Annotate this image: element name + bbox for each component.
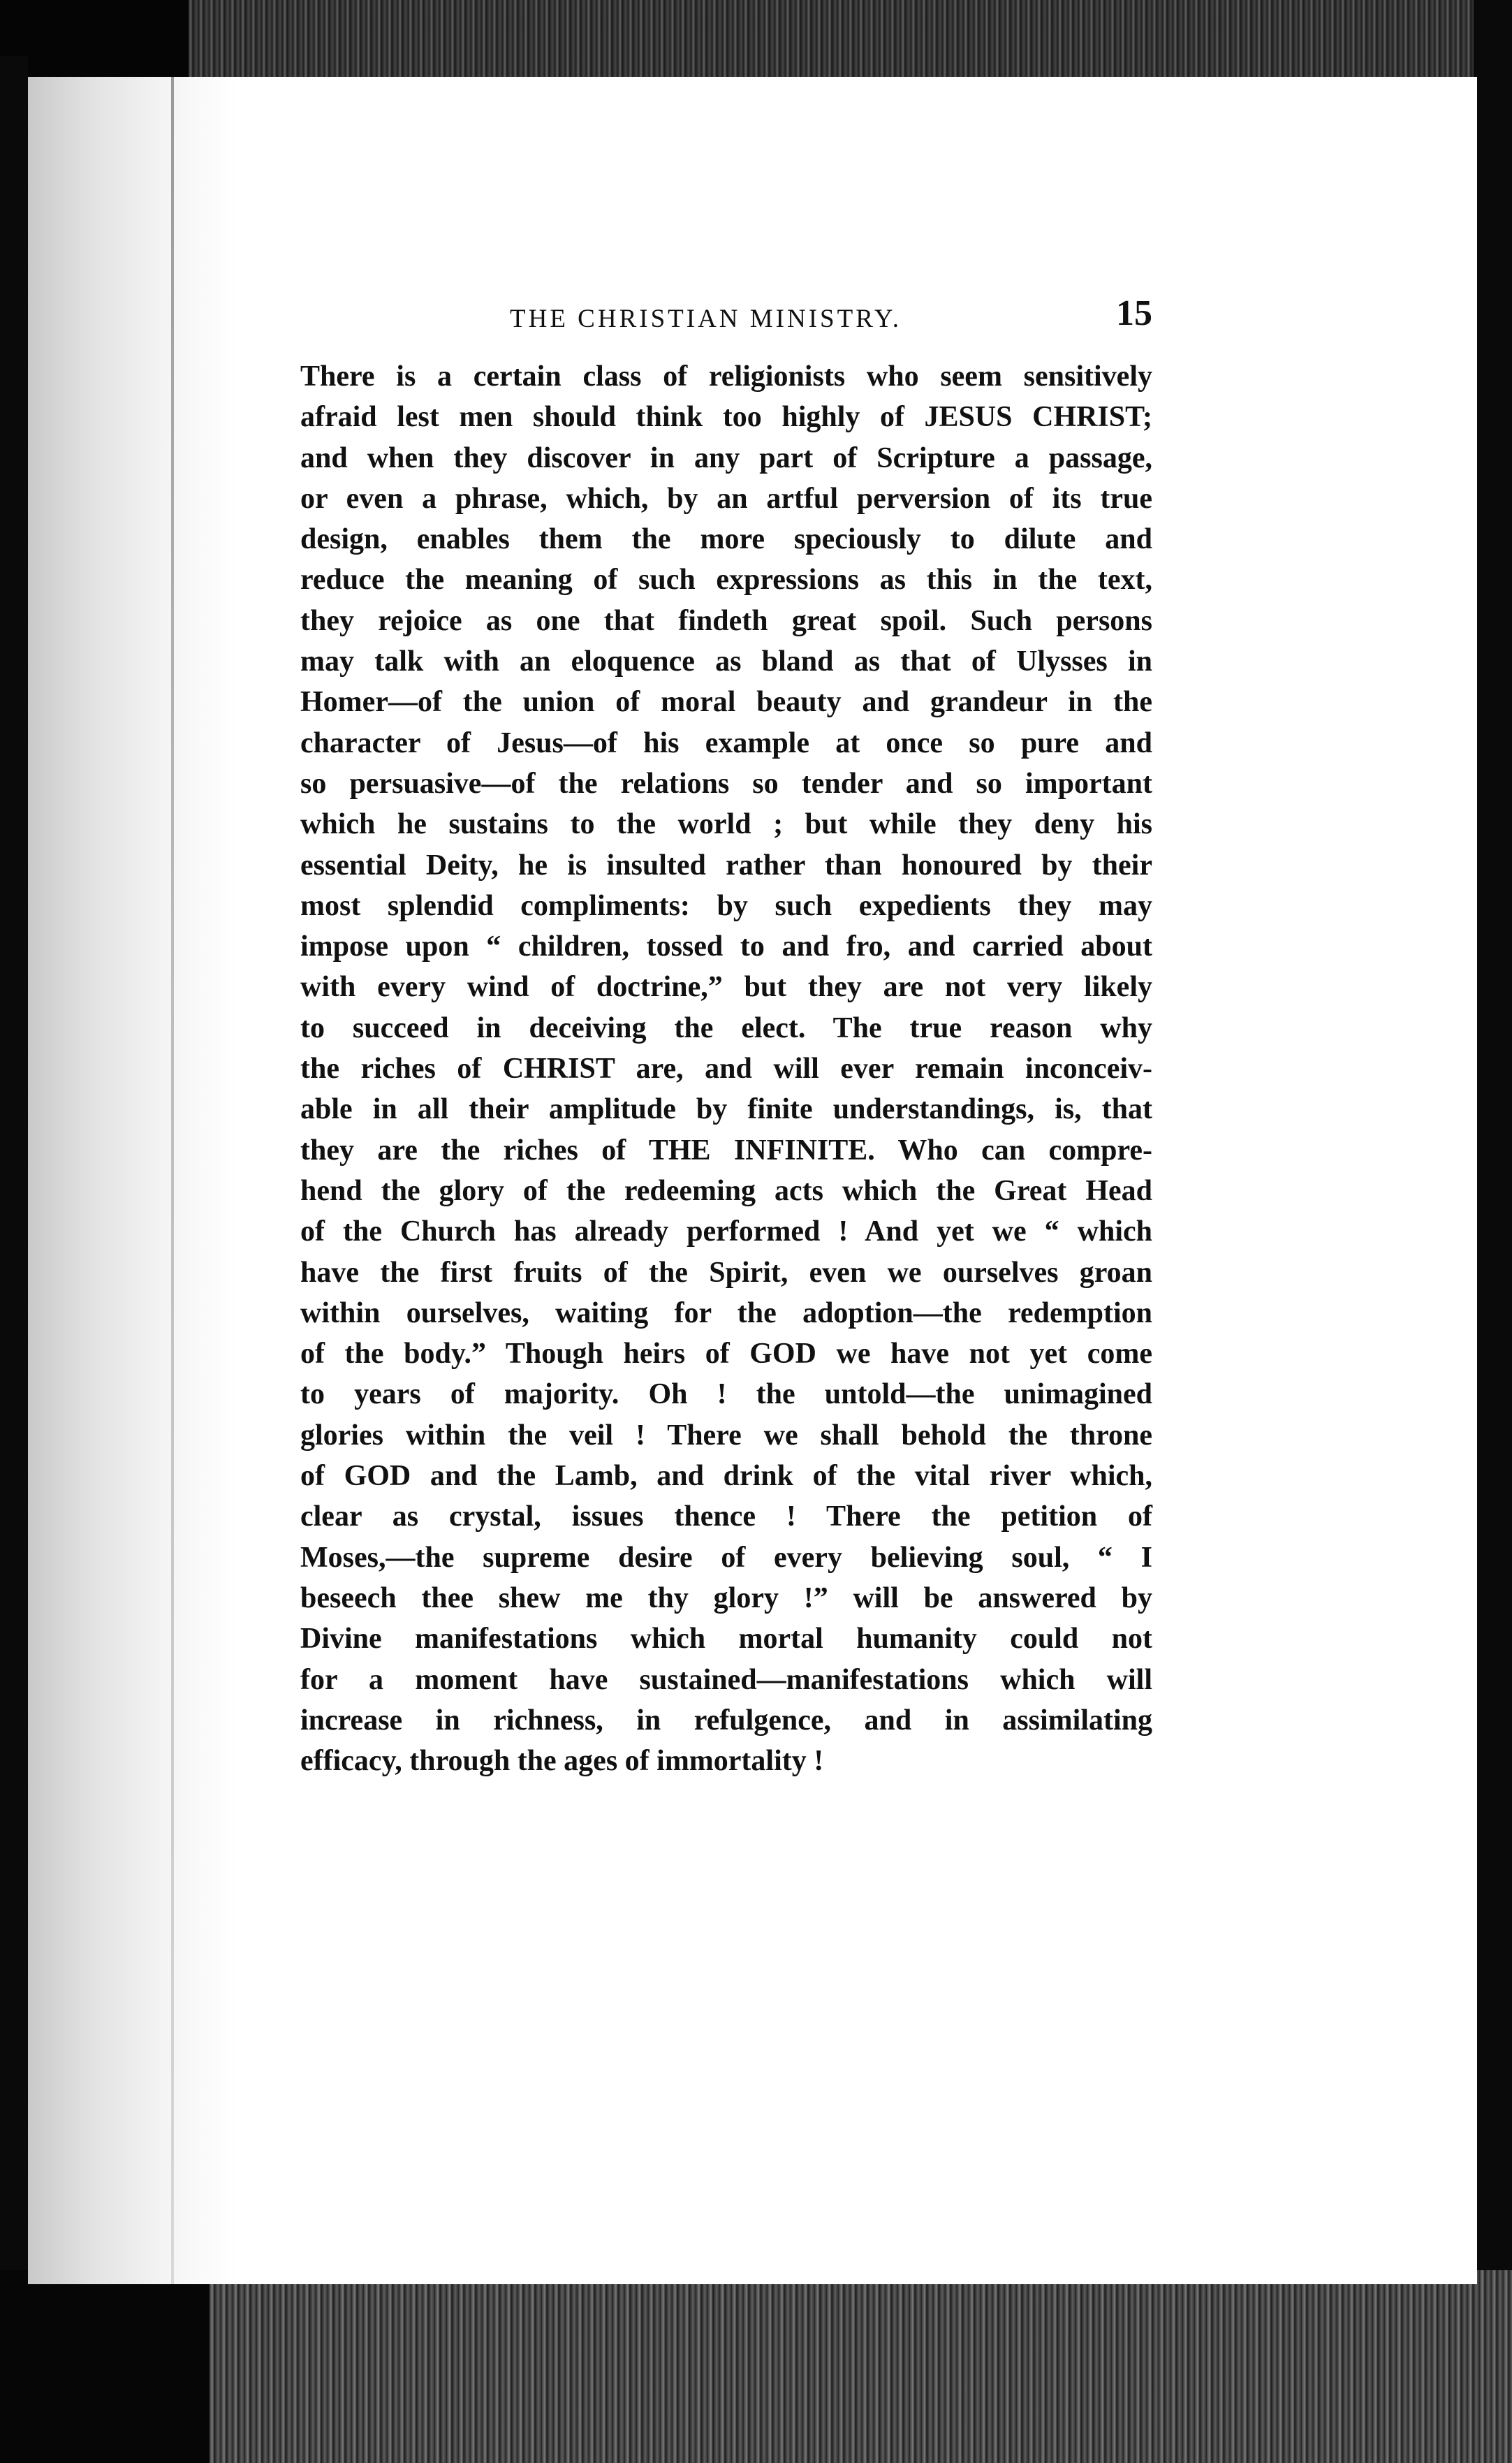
text-line: they rejoice as one that findeth great spoil. Such persons xyxy=(300,604,1152,637)
text-line: afraid lest men should think too highly of JESUS CHRIST; xyxy=(300,401,1152,434)
scan-border-top-left xyxy=(0,0,203,84)
text-line: reduce the meaning of such expressions as this in the text, xyxy=(300,564,1152,597)
text-line: they are the riches of THE INFINITE. Who can compre- xyxy=(300,1134,1152,1167)
text-line: the riches of CHRIST are, and will ever remain inconceiv- xyxy=(300,1053,1152,1086)
text-line: so persuasive—of the relations so tender and so important xyxy=(300,767,1152,800)
page-header xyxy=(300,290,1152,346)
text-line: Moses,—the supreme desire of every believing soul, “ I xyxy=(300,1541,1152,1574)
text-line: have the first fruits of the Spirit, even we ourselves groan xyxy=(300,1256,1152,1289)
text-line: of the Church has already performed ! And yet we “ which xyxy=(300,1215,1152,1248)
text-line: which he sustains to the world ; but while they deny his xyxy=(300,808,1152,841)
text-line: most splendid compliments: by such expedients they may xyxy=(300,889,1152,922)
text-line: to years of majority. Oh ! the untold—the unimagined xyxy=(300,1378,1152,1411)
text-line: efficacy, through the ages of immortality ! xyxy=(300,1745,824,1778)
gutter-shadow xyxy=(28,77,237,2284)
text-line: with every wind of doctrine,” but they are not very likely xyxy=(300,971,1152,1004)
scan-border-left xyxy=(0,56,28,2291)
text-line: beseech thee shew me thy glory !” will be answered by xyxy=(300,1581,1152,1614)
body-paragraph xyxy=(300,356,1152,1781)
page-number: 15 xyxy=(1116,293,1152,333)
text-line: impose upon “ children, tossed to and fro, and carried about xyxy=(300,930,1152,963)
text-line: Homer—of the union of moral beauty and grandeur in the xyxy=(300,686,1152,719)
scan-border-bottom xyxy=(210,2270,1512,2463)
scan-border-bottom-left xyxy=(0,2270,216,2463)
text-line: of GOD and the Lamb, and drink of the vital river which, xyxy=(300,1460,1152,1493)
text-line: Divine manifestations which mortal humanity could not xyxy=(300,1623,1152,1656)
text-line: essential Deity, he is insulted rather than honoured by their xyxy=(300,849,1152,882)
scan-border-right xyxy=(1474,0,1512,2463)
scan-border-top xyxy=(189,0,1512,84)
gutter-fold-line xyxy=(171,77,174,2284)
text-line: for a moment have sustained—manifestations which will xyxy=(300,1663,1152,1696)
text-line: within ourselves, waiting for the adoption—the redemption xyxy=(300,1296,1152,1329)
text-line: of the body.” Though heirs of GOD we have not yet come xyxy=(300,1338,1152,1371)
text-line: There is a certain class of religionists who seem sensitively xyxy=(300,360,1152,393)
text-line: hend the glory of the redeeming acts which the Great Head xyxy=(300,1174,1152,1207)
text-line: or even a phrase, which, by an artful perversion of its true xyxy=(300,482,1152,515)
text-line: increase in richness, in refulgence, and in assimilating xyxy=(300,1704,1152,1737)
running-head: THE CHRISTIAN MINISTRY. xyxy=(510,305,902,333)
text-line: may talk with an eloquence as bland as that of Ulysses in xyxy=(300,645,1152,678)
text-line: to succeed in deceiving the elect. The true reason why xyxy=(300,1011,1152,1044)
text-line: character of Jesus—of his example at once so pure and xyxy=(300,726,1152,759)
text-line: glories within the veil ! There we shall behold the throne xyxy=(300,1419,1152,1452)
text-line: and when they discover in any part of Scripture a passage, xyxy=(300,441,1152,474)
text-line: able in all their amplitude by finite understandings, is, that xyxy=(300,1093,1152,1126)
text-line: clear as crystal, issues thence ! There the petition of xyxy=(300,1500,1152,1533)
text-line: design, enables them the more speciously to dilute and xyxy=(300,523,1152,556)
